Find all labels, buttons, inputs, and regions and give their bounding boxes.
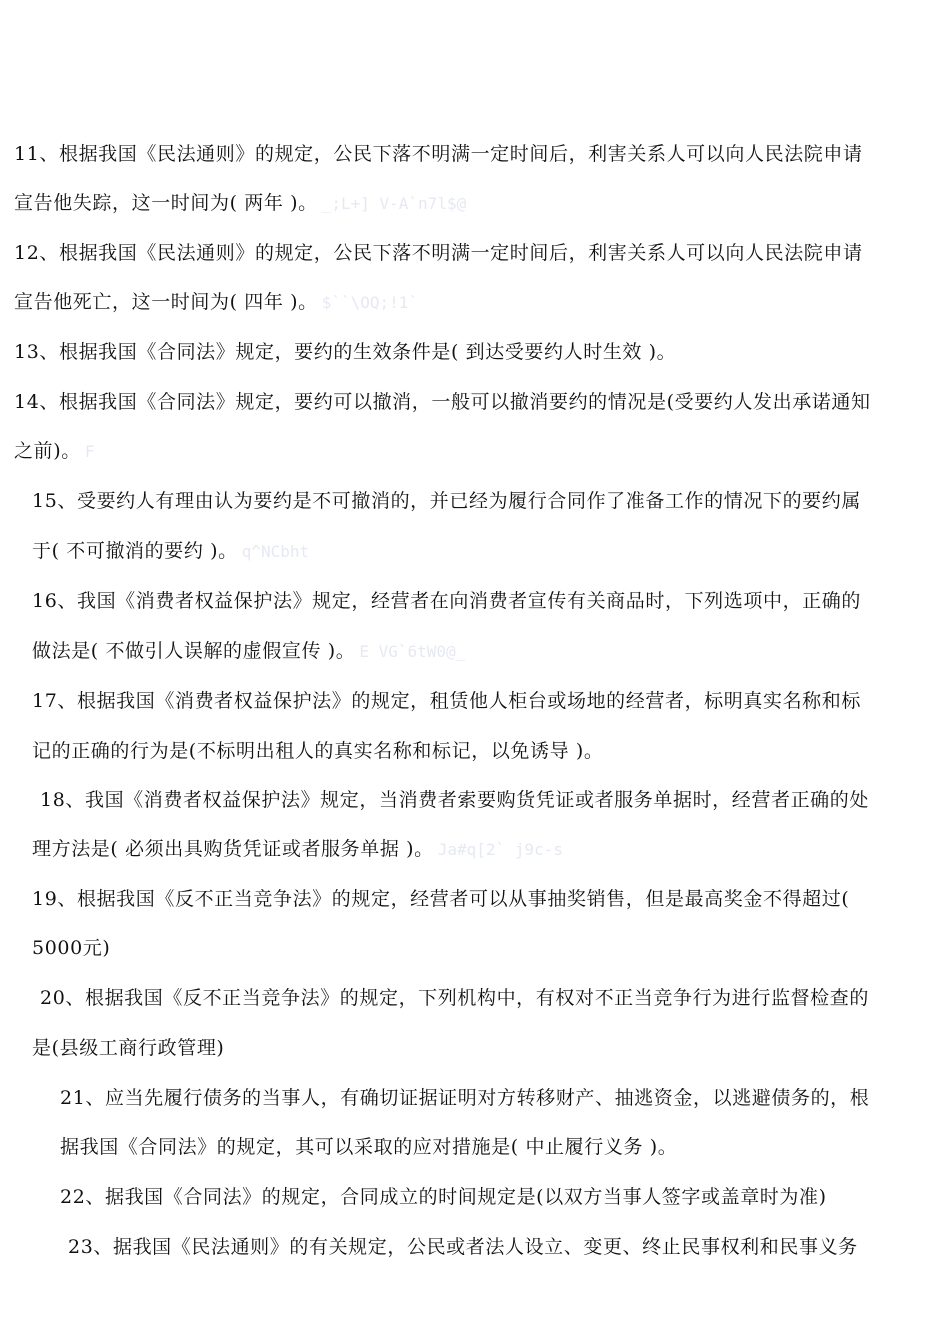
question-11-line-2: 宣告他失踪，这一时间为( 两年 )。 _;L+] V-A`n7l$@ — [14, 192, 467, 214]
question-19-line-2: 5000元) — [32, 937, 111, 959]
question-12-line-2: 宣告他死亡，这一时间为( 四年 )。 $``\OQ;!1` — [14, 291, 419, 313]
question-19-line-1: 19、根据我国《反不正当竞争法》的规定，经营者可以从事抽奖销售，但是最高奖金不得超过( — [32, 888, 850, 910]
question-20-line-2: 是(县级工商行政管理) — [32, 1037, 225, 1059]
question-21-line-1: 21、应当先履行债务的当事人，有确切证据证明对方转移财产、抽逃资金，以逃避债务的，根 — [60, 1087, 870, 1109]
question-11-line-1: 11、根据我国《民法通则》的规定，公民下落不明满一定时间后，利害关系人可以向人民法院申请 — [14, 143, 863, 165]
question-18-line-1: 18、我国《消费者权益保护法》规定，当消费者索要购货凭证或者服务单据时，经营者正确的处 — [40, 789, 869, 811]
question-15-line-1: 15、受要约人有理由认为要约是不可撤消的，并已经为履行合同作了准备工作的情况下的要约属 — [32, 490, 861, 512]
question-18-line-2: 理方法是( 必须出具购货凭证或者服务单据 )。 Ja#q[2` j9c-s — [32, 838, 563, 860]
question-16-line-1: 16、我国《消费者权益保护法》规定，经营者在向消费者宣传有关商品时，下列选项中，正确的 — [32, 590, 861, 612]
question-12-line-1: 12、根据我国《民法通则》的规定，公民下落不明满一定时间后，利害关系人可以向人民法院申请 — [14, 242, 863, 264]
question-14-line-2: 之前)。 F — [14, 440, 95, 462]
question-15-line-2: 于( 不可撤消的要约 )。 q^NCbht — [32, 540, 310, 562]
question-22-line-1: 22、据我国《合同法》的规定，合同成立的时间规定是(以双方当事人签字或盖章时为准) — [60, 1186, 827, 1208]
question-23-line-1: 23、据我国《民法通则》的有关规定，公民或者法人设立、变更、终止民事权利和民事义务 — [68, 1236, 858, 1258]
question-16-line-2: 做法是( 不做引人误解的虚假宣传 )。 E VG`6tW0@_ — [32, 640, 466, 662]
question-21-line-2: 据我国《合同法》的规定，其可以采取的应对措施是( 中止履行义务 )。 — [60, 1136, 678, 1158]
question-20-line-1: 20、根据我国《反不正当竞争法》的规定，下列机构中，有权对不正当竞争行为进行监督检查的 — [40, 987, 869, 1009]
question-14-line-1: 14、根据我国《合同法》规定，要约可以撤消，一般可以撤消要约的情况是(受要约人发出承诺通知 — [14, 391, 871, 413]
question-13-line-1: 13、根据我国《合同法》规定，要约的生效条件是( 到达受要约人时生效 )。 — [14, 341, 677, 363]
question-17-line-1: 17、根据我国《消费者权益保护法》的规定，租赁他人柜台或场地的经营者，标明真实名称和标 — [32, 690, 861, 712]
question-17-line-2: 记的正确的行为是(不标明出租人的真实名称和标记，以免诱导 )。 — [32, 740, 604, 762]
